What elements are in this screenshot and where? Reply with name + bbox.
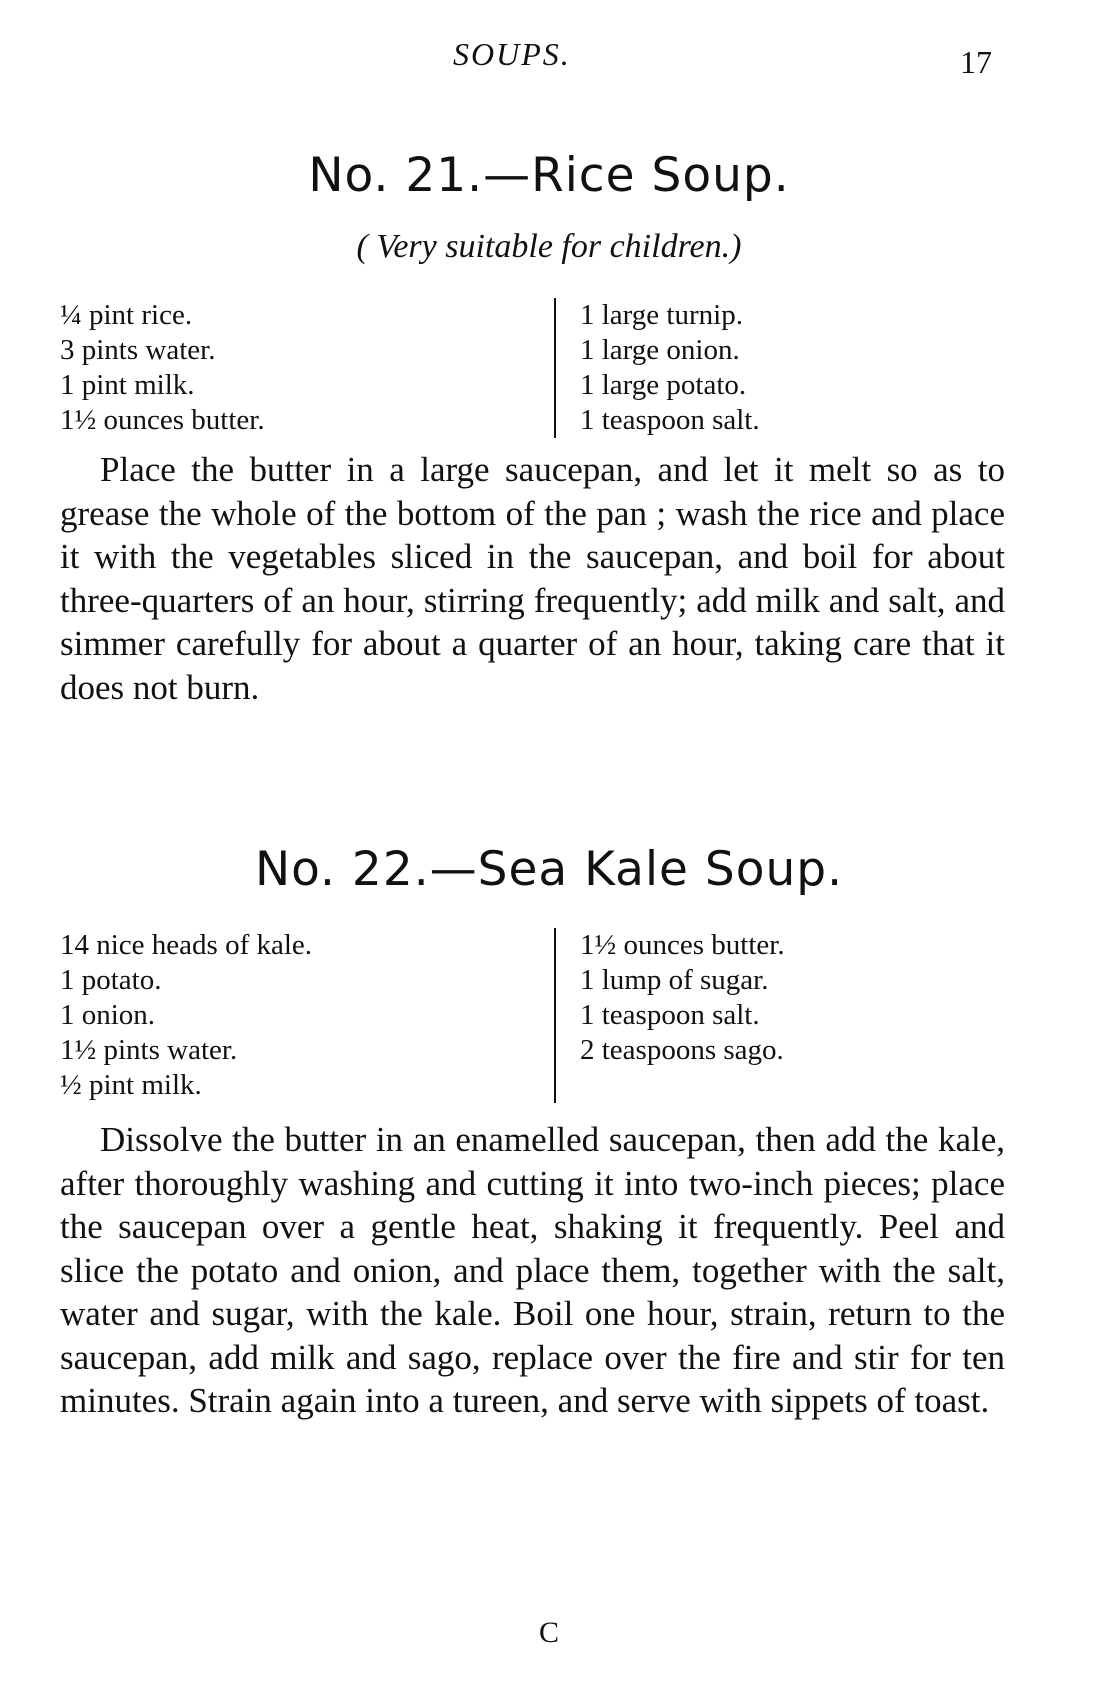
ingredient-item: 1 large onion. [580,334,740,366]
signature-mark: C [538,1616,559,1649]
ingredient-item: 1 potato. [60,964,162,996]
recipe-21-subtitle: ( Very suitable for children.) [356,228,742,265]
recipe-21-ingredients [60,298,1040,438]
ingredient-item: ¼ pint rice. [60,299,193,331]
recipe-22-ingredients-left [60,928,554,1103]
ingredient-item: 1 onion. [60,999,156,1031]
recipe-22-ingredients-right [554,928,785,1103]
ingredient-item: 1 teaspoon salt. [580,999,760,1031]
ingredient-item: ½ pint milk. [60,1069,202,1101]
recipe-21-ingredients-left [60,298,554,438]
running-head [0,30,1098,80]
ingredient-item: 1 lump of sugar. [580,964,769,996]
recipe-22-method: Dissolve the butter in an enamelled saucepan, then add the kale, after thoroughly washing and cutting it into two-inch pieces; place the saucepan over a gentle heat, shaking it frequently. Peel and slice the potato and onion, and place them, together with the salt, water and sugar, with the kale. Boil one hour, strain, return to the saucepan, add milk and sago, replace over the fire and stir for ten minutes. Strain again into a tureen, and serve with sippets of toast. [60,1120,1005,1420]
ingredient-item: 3 pints water. [60,334,216,366]
ingredient-item: 1 large potato. [580,369,747,401]
recipe-21-ingredients-right [554,298,760,438]
ingredient-item: 1½ ounces butter. [60,404,265,436]
recipe-21-method: Place the butter in a large saucepan, and let it melt so as to grease the whole of the bottom of the pan ; wash the rice and place it with the vegetables sliced in the saucepan, and boil for about three-quarters of an hour, stirring frequently; add milk and salt, and simmer carefully for about a quarter of an hour, taking care that it does not burn. [60,450,1005,707]
ingredient-item: 1 teaspoon salt. [580,404,760,436]
running-title: SOUPS. [453,36,571,72]
page-number: 17 [960,44,992,80]
recipe-22-title: No. 22.—Sea Kale Soup. [254,842,844,897]
ingredient-item: 1 large turnip. [580,299,743,331]
ingredient-item: 1½ pints water. [60,1034,238,1066]
ingredient-item: 1½ ounces butter. [580,929,785,961]
ingredient-item: 2 teaspoons sago. [580,1034,784,1066]
ingredient-item: 14 nice heads of kale. [60,929,313,961]
ingredient-item: 1 pint milk. [60,369,195,401]
recipe-21-title: No. 21.—Rice Soup. [308,148,790,203]
recipe-22-ingredients [60,928,1040,1103]
